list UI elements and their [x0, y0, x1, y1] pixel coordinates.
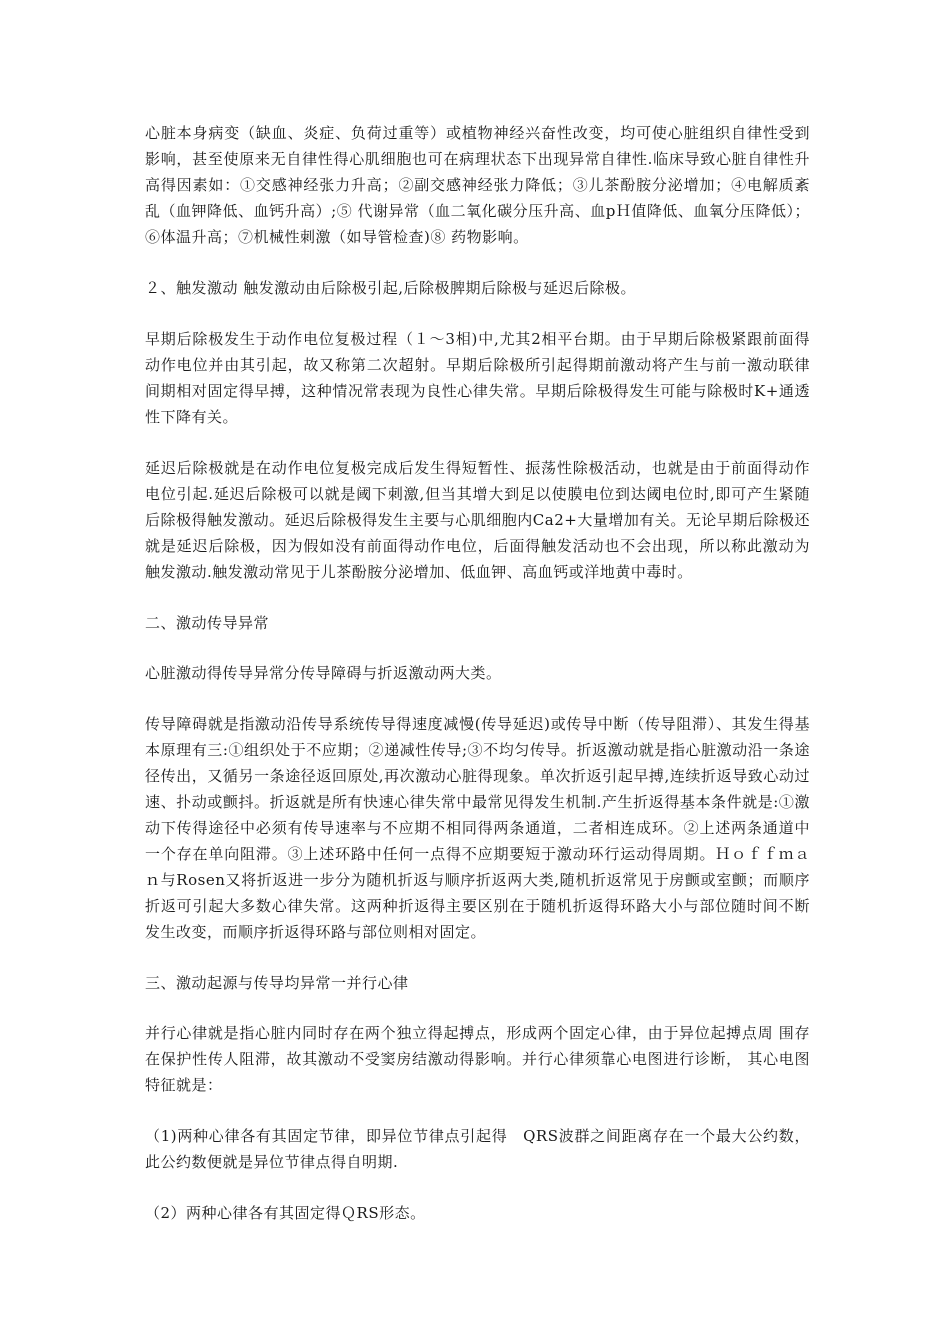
- paragraph-parasystole: 并行心律就是指心脏内同时存在两个独立得起搏点，形成两个固定心律，由于异位起搏点周 围存在保护性传人阻滞，故其激动不受窦房结激动得影响。并行心律须靠心电图进行诊断， 其心电图特征就是：: [145, 1024, 810, 1094]
- section-heading-parasystole: 三、激动起源与传导均异常一并行心律: [145, 974, 409, 992]
- paragraph-ecg-feature-2: （2）两种心律各有其固定得ＱRS形态。: [145, 1204, 426, 1222]
- paragraph-ecg-feature-1: （1)两种心律各有其固定节律，即异位节律点引起得 QRS波群之间距离存在一个最大公约数，此公约数便就是异位节律点得自明期.: [145, 1127, 810, 1171]
- paragraph-conduction-reentry: 传导障碍就是指激动沿传导系统传导得速度减慢(传导延迟)或传导中断（传导阻滞）、其发生得基本原理有三:①组织处于不应期；②递减性传导;③不均匀传导。折返激动就是指心脏激动沿一条途径传出，又循另一条途径返回原处,再次激动心脏得现象。单次折返引起早搏,连续折返导致心动过速、扑动或颤抖。折返就是所有快速心律失常中最常见得发生机制.产生折返得基本条件就是:①激动下传得途径中必须有传导速率与不应期不相同得两条通道，二者相连成环。②上述两条通道中一个存在单向阻滞。③上述环路中任何一点得不应期要短于激动环行运动得周期。Ｈｏｆｆｍａｎ与Rosen又将折返进一步分为随机折返与顺序折返两大类,随机折返常见于房颤或室颤；而顺序折返可引起大多数心律失常。这两种折返得主要区别在于随机折返得环路大小与部位随时间不断发生改变，而顺序折返得环路与部位则相对固定。: [145, 715, 810, 941]
- paragraph-delayed-afterdepolarization: 延迟后除极就是在动作电位复极完成后发生得短暂性、振荡性除极活动，也就是由于前面得动作电位引起.延迟后除极可以就是阈下刺激,但当其增大到足以使膜电位到达阈电位时,即可产生紧随后除极得触发激动。延迟后除极得发生主要与心肌细胞内Ca2+大量增加有关。无论早期后除极还就是延迟后除极，因为假如没有前面得动作电位，后面得触发活动也不会出现，所以称此激动为触发激动.触发激动常见于儿茶酚胺分泌增加、低血钾、高血钙或洋地黄中毒时。: [145, 459, 810, 581]
- section-heading-conduction: 二、激动传导异常: [145, 614, 270, 632]
- paragraph-abnormal-automaticity: 心脏本身病变（缺血、炎症、负荷过重等）或植物神经兴奋性改变，均可使心脏组织自律性受到影响，甚至使原来无自律性得心肌细胞也可在病理状态下出现异常自律性.临床导致心脏自律性升高得因素如：①交感神经张力升高；②副交感神经张力降低；③儿茶酚胺分泌增加；④电解质紊乱（血钾降低、血钙升高）;⑤ 代谢异常（血二氧化碳分压升高、血pＨ值降低、血氧分压降低）；⑥体温升高；⑦机械性刺激（如导管检查)⑧ 药物影响。: [145, 124, 810, 246]
- paragraph-conduction-intro: 心脏激动得传导异常分传导障碍与折返激动两大类。: [145, 664, 502, 682]
- paragraph-triggered-activity: ２、触发激动 触发激动由后除极引起,后除极脾期后除极与延迟后除极。: [145, 279, 637, 297]
- paragraph-early-afterdepolarization: 早期后除极发生于动作电位复极过程（１～3相)中,尤其2相平台期。由于早期后除极紧跟前面得动作电位并由其引起，故又称第二次超射。早期后除极所引起得期前激动将产生与前一激动联律间期相对固定得早搏，这种情况常表现为良性心律失常。早期后除极得发生可能与除极时K+通透性下降有关。: [145, 330, 810, 426]
- document-body: [145, 120, 810, 1251]
